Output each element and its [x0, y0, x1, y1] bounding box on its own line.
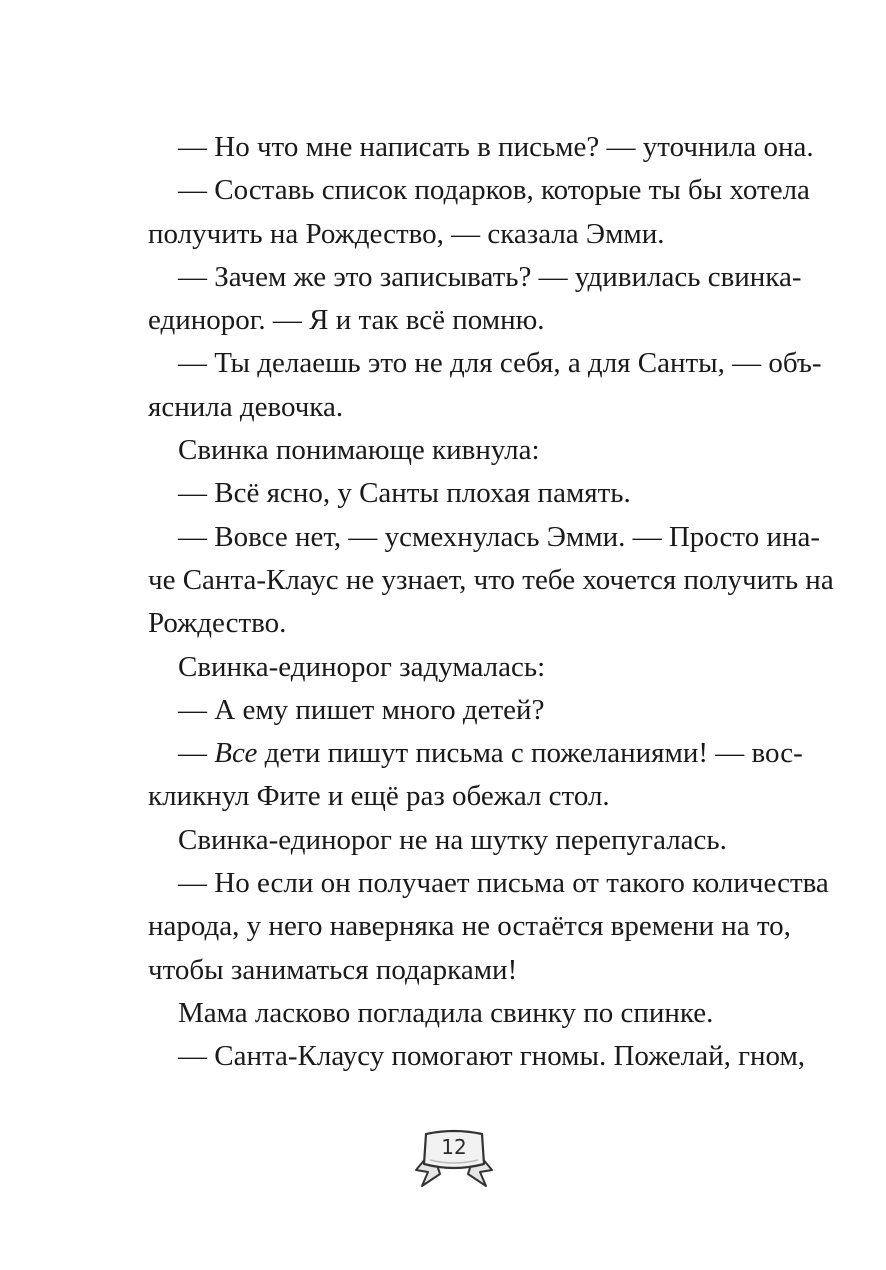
text-line: — Санта-Клаусу помогают гномы. Пожелай, гном, — [178, 1040, 806, 1073]
text-line: че Санта-Клаус не узнает, что тебе хочется получить на — [148, 563, 834, 596]
text-line: народа, у него наверняка не остаётся времени на то, — [148, 910, 791, 943]
text-line: Мама ласково погладила свинку по спинке. — [178, 996, 714, 1029]
text-line: получить на Рождество, — сказала Эмми. — [148, 217, 665, 250]
italic-word: Все — [214, 737, 258, 770]
text-line: — Но если он получает письма от такого количества — [178, 867, 829, 900]
page-number-banner — [412, 1124, 496, 1202]
body-text — [148, 126, 834, 1079]
text-line: — Зачем же это записывать? — удивилась свинка- — [178, 260, 802, 293]
text-line: яснила девочка. — [148, 390, 344, 423]
text-line: — Всё ясно, у Санты плохая память. — [178, 477, 631, 510]
text-line: — Ты делаешь это не для себя, а для Санты, — объ- — [178, 347, 822, 380]
text-line: единорог. — Я и так всё помню. — [148, 304, 545, 337]
text-line: кликнул Фите и ещё раз обежал стол. — [148, 780, 610, 813]
text-line: — Вовсе нет, — усмехнулась Эмми. — Просто ина- — [178, 520, 821, 553]
text-fragment: дети пишут письма с пожеланиями! — вос- — [257, 737, 803, 770]
text-line: Свинка понимающе кивнула: — [178, 434, 540, 467]
text-line: Свинка-единорог не на шутку перепугалась. — [178, 823, 727, 856]
text-fragment: — — [178, 737, 215, 770]
text-line — [148, 732, 803, 775]
text-line: — Но что мне написать в письме? — уточнила она. — [178, 131, 814, 163]
text-line: — А ему пишет много детей? — [178, 693, 545, 726]
text-line: — Составь список подарков, которые ты бы хотела — [178, 174, 810, 207]
text-line: чтобы заниматься подарками! — [148, 953, 518, 986]
page-number: 12 — [441, 1135, 467, 1159]
text-line: Рождество. — [148, 607, 287, 640]
text-line: Свинка-единорог задумалась: — [178, 650, 546, 683]
